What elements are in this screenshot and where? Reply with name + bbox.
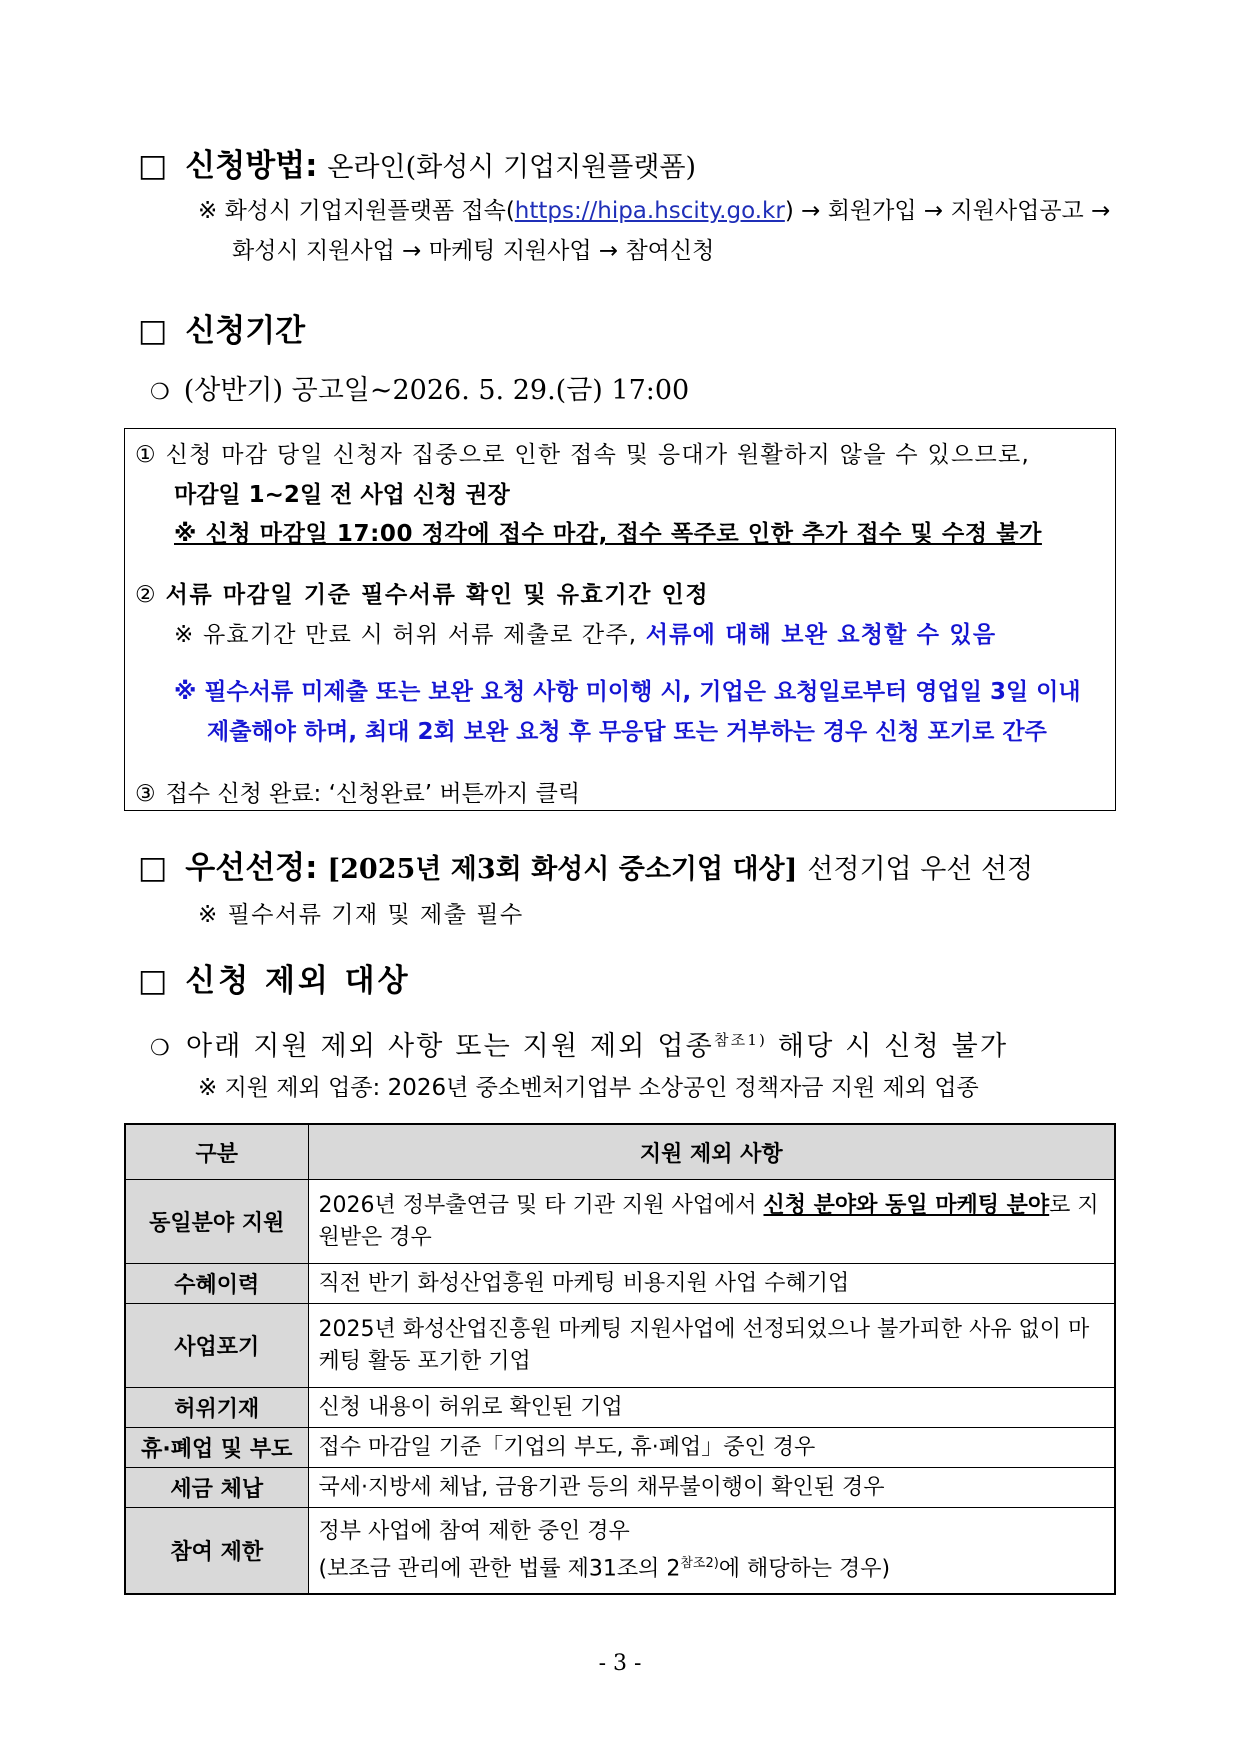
circle-bullet-icon: ❍ <box>150 380 170 405</box>
table-row: 세금 체납 국세·지방세 체납, 금융기관 등의 채무불이행이 확인된 경우 <box>125 1468 1115 1508</box>
notice-item-1-line2: 마감일 1~2일 전 사업 신청 권장 <box>174 482 510 508</box>
checkbox-square-icon: □ <box>138 313 168 349</box>
method-note-line2: 화성시 지원사업 → 마케팅 지원사업 → 참여신청 <box>232 238 715 264</box>
method-title: 신청방법: <box>185 148 318 184</box>
page-number: - 3 - <box>598 1651 642 1676</box>
priority-note: ※ 필수서류 기재 및 제출 필수 <box>198 902 524 928</box>
method-heading <box>138 146 696 188</box>
period-heading <box>138 311 305 351</box>
platform-link[interactable]: https://hipa.hscity.go.kr <box>514 198 785 224</box>
notice-item-2-line1: ② 서류 마감일 기준 필수서류 확인 및 유효기간 인정 <box>135 582 710 608</box>
exclusion-table <box>124 1123 1116 1595</box>
table-row: 허위기재 신청 내용이 허위로 확인된 기업 <box>125 1388 1115 1428</box>
checkbox-square-icon: □ <box>138 850 168 886</box>
number-1-icon: ① <box>135 442 156 468</box>
period-line: ❍ (상반기) 공고일~2026. 5. 29.(금) 17:00 <box>150 375 690 406</box>
notice-item-1-warning: ※ 신청 마감일 17:00 정각에 접수 마감, 접수 폭주로 인한 추가 접수 및 수정 불가 <box>174 521 1042 547</box>
circle-bullet-icon: ❍ <box>150 1036 172 1061</box>
exclusion-heading <box>138 961 411 1001</box>
notice-item-2-line4: 제출해야 하며, 최대 2회 보완 요청 후 무응답 또는 거부하는 경우 신청 포기로 간주 <box>207 719 1047 745</box>
notice-item-2-line3: ※ 필수서류 미제출 또는 보완 요청 사항 미이행 시, 기업은 요청일로부터 영업일 3일 이내 <box>174 679 1081 705</box>
notice-item-3: ③ 접수 신청 완료: ‘신청완료’ 버튼까지 클릭 <box>135 781 581 807</box>
table-row: 참여 제한 정부 사업에 참여 제한 중인 경우 (보조금 관리에 관한 법률 제31조의 $2^{참조2)}$에 해당하는 경우) <box>125 1508 1115 1594</box>
priority-heading <box>138 848 1033 890</box>
exclusion-title: 신청 제외 대상 <box>185 963 411 999</box>
table-header-row <box>125 1124 1115 1180</box>
exclusion-line: ❍ 아래 지원 제외 사항 또는 지원 제외 업종$^{참조1)}$ 해당 시 신청 불가 <box>150 1031 1009 1062</box>
number-2-icon: ② <box>135 582 156 608</box>
checkbox-square-icon: □ <box>138 148 168 184</box>
exclusion-note: ※ 지원 제외 업종: 2026년 중소벤처기업부 소상공인 정책자금 지원 제외 업종 <box>198 1075 979 1101</box>
table-row: 수혜이력 직전 반기 화성산업흥원 마케팅 비용지원 사업 수혜기업 <box>125 1264 1115 1304</box>
priority-title: 우선선정: <box>185 850 318 886</box>
method-value: 온라인(화성시 기업지원플랫폼) <box>327 152 697 183</box>
number-3-icon: ③ <box>135 781 156 807</box>
period-title: 신청기간 <box>185 313 306 349</box>
header-description: 지원 제외 사항 <box>308 1124 1115 1180</box>
notice-item-2-line2: ※ 유효기간 만료 시 허위 서류 제출로 간주, 서류에 대해 보완 요청할 수 있음 <box>174 622 997 648</box>
checkbox-square-icon: □ <box>138 963 168 999</box>
notice-item-1-line1: ① 신청 마감 당일 신청자 집중으로 인한 접속 및 응대가 원활하지 않을 수 있으므로, <box>135 442 1031 468</box>
notice-box <box>124 428 1116 811</box>
table-row: 동일분야 지원 2026년 정부출연금 및 타 기관 지원 사업에서 신청 분야와 동일 마케팅 분야로 지원받은 경우 <box>125 1180 1115 1264</box>
priority-value-bold: [2025년 제3회 화성시 중소기업 대상] <box>327 854 798 885</box>
table-row: 사업포기 2025년 화성산업진흥원 마케팅 지원사업에 선정되었으나 불가피한 사유 없이 마케팅 활동 포기한 기업 <box>125 1304 1115 1388</box>
priority-value-rest: 선정기업 우선 선정 <box>807 854 1034 885</box>
method-note-line1: ※ 화성시 기업지원플랫폼 접속(https://hipa.hscity.go.kr) → 회원가입 → 지원사업공고 → <box>198 198 1111 224</box>
table-row: 휴·폐업 및 부도 접수 마감일 기준「기업의 부도, 휴·폐업」중인 경우 <box>125 1428 1115 1468</box>
header-category: 구분 <box>125 1124 308 1180</box>
